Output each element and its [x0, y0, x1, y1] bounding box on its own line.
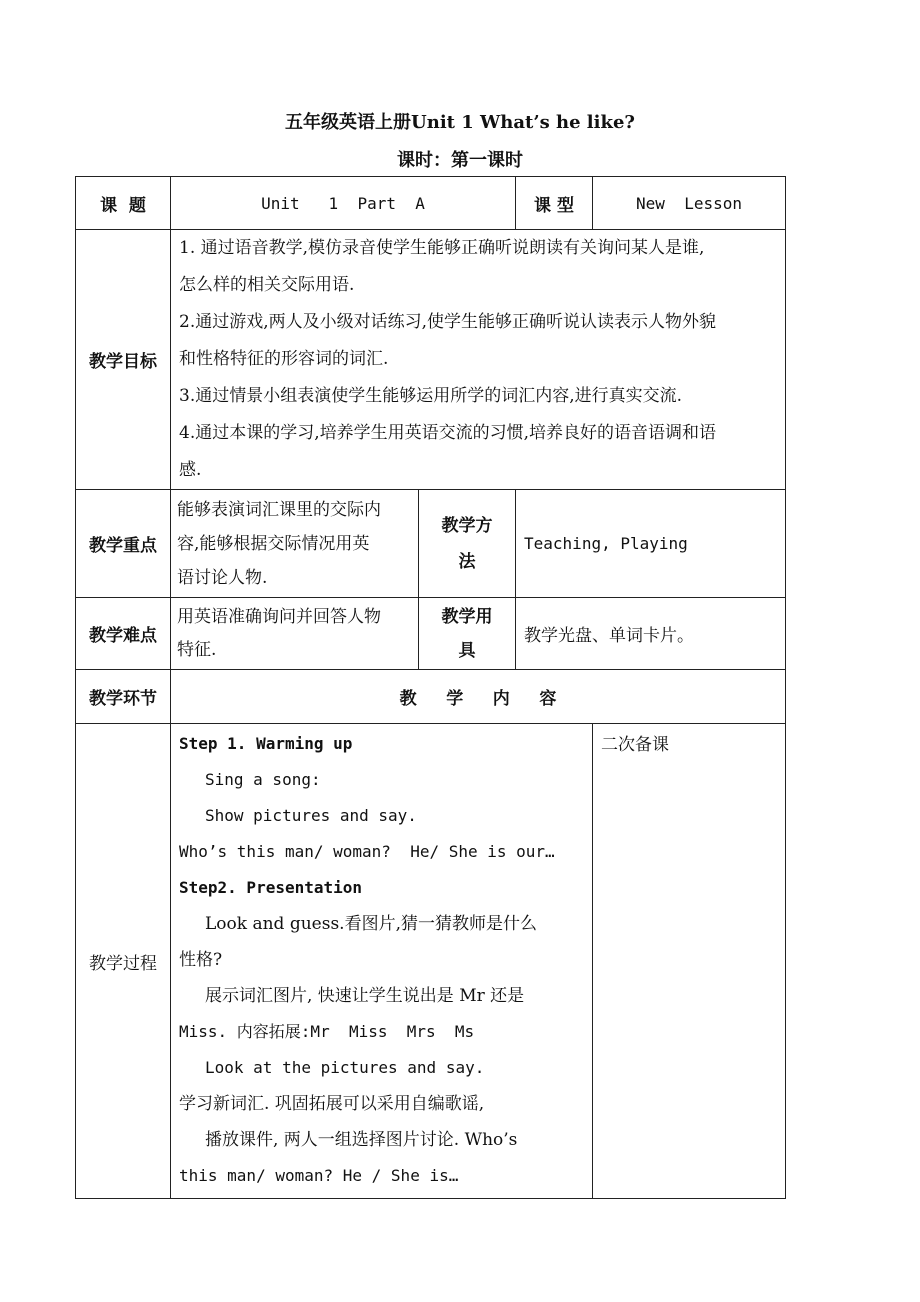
topic-value: Unit 1 Part A — [171, 177, 516, 230]
process-line: Look at the pictures and say. — [205, 1058, 485, 1077]
key-points-label: 教学重点 — [76, 490, 171, 598]
tools-value: 教学光盘、单词卡片。 — [516, 598, 786, 670]
lesson-period: 课时：第一课时 — [397, 150, 523, 171]
key-point-line: 容,能够根据交际情况用英 — [177, 533, 370, 554]
tools-label: 教学用 具 — [419, 598, 516, 670]
difficulties-label: 教学难点 — [76, 598, 171, 670]
stages-label: 教学环节 — [76, 670, 171, 724]
process-line: 性格? — [179, 950, 223, 970]
process-content — [171, 724, 593, 1199]
step1-heading: Step 1. Warming up — [179, 734, 353, 753]
difficulties-content — [171, 598, 419, 670]
process-line: Miss. 内容拓展:Mr Miss Mrs Ms — [179, 1022, 475, 1041]
objectives-content — [171, 230, 786, 490]
objective-line: 1. 通过语音教学,模仿录音使学生能够正确听说朗读有关询问某人是谁, — [179, 238, 705, 258]
process-line: Who’s this man/ woman? He/ She is our… — [179, 842, 555, 861]
process-line: Sing a song: — [205, 770, 321, 789]
process-line: 展示词汇图片, 快速让学生说出是 Mr 还是 — [205, 986, 525, 1006]
process-line: 播放课件, 两人一组选择图片讨论. Who’s — [205, 1130, 518, 1150]
objective-line: 感. — [179, 460, 202, 480]
stages-content-header: 教 学 内 容 — [171, 670, 786, 724]
type-value: New Lesson — [593, 177, 786, 230]
process-line: Look and guess.看图片,猜一猜教师是什么 — [205, 914, 537, 934]
objectives-label: 教学目标 — [76, 230, 171, 490]
process-line: this man/ woman? He / She is… — [179, 1166, 459, 1185]
objective-line: 和性格特征的形容词的词汇. — [179, 349, 389, 369]
objective-line: 3.通过情景小组表演使学生能够运用所学的词汇内容,进行真实交流. — [179, 386, 683, 406]
difficulty-line: 用英语准确询问并回答人物 — [177, 606, 381, 627]
method-value: Teaching, Playing — [516, 490, 786, 598]
objective-line: 2.通过游戏,两人及小级对话练习,使学生能够正确听说认读表示人物外貌 — [179, 312, 717, 332]
key-point-line: 语讨论人物. — [177, 567, 268, 588]
key-points-content — [171, 490, 419, 598]
process-line: 学习新词汇. 巩固拓展可以采用自编歌谣, — [179, 1094, 485, 1114]
type-label: 课 型 — [516, 177, 593, 230]
key-points-row — [76, 490, 786, 598]
process-row — [76, 724, 786, 1199]
difficulty-line: 特征. — [177, 639, 217, 660]
topic-row — [76, 177, 786, 230]
objectives-row — [76, 230, 786, 490]
difficulties-row — [76, 598, 786, 670]
secondary-prep: 二次备课 — [593, 724, 786, 1199]
page-title: 五年级英语上册Unit 1 What’s he like? — [285, 112, 635, 133]
objective-line: 怎么样的相关交际用语. — [179, 275, 355, 295]
method-label: 教学方 法 — [419, 490, 516, 598]
topic-label: 课 题 — [76, 177, 171, 230]
objective-line: 4.通过本课的学习,培养学生用英语交流的习惯,培养良好的语音语调和语 — [179, 423, 717, 443]
process-line: Show pictures and say. — [205, 806, 417, 825]
process-label: 教学过程 — [76, 724, 171, 1199]
step2-heading: Step2. Presentation — [179, 878, 363, 897]
lesson-plan-table — [75, 176, 786, 1199]
key-point-line: 能够表演词汇课里的交际内 — [177, 499, 381, 520]
stages-header-row — [76, 670, 786, 724]
